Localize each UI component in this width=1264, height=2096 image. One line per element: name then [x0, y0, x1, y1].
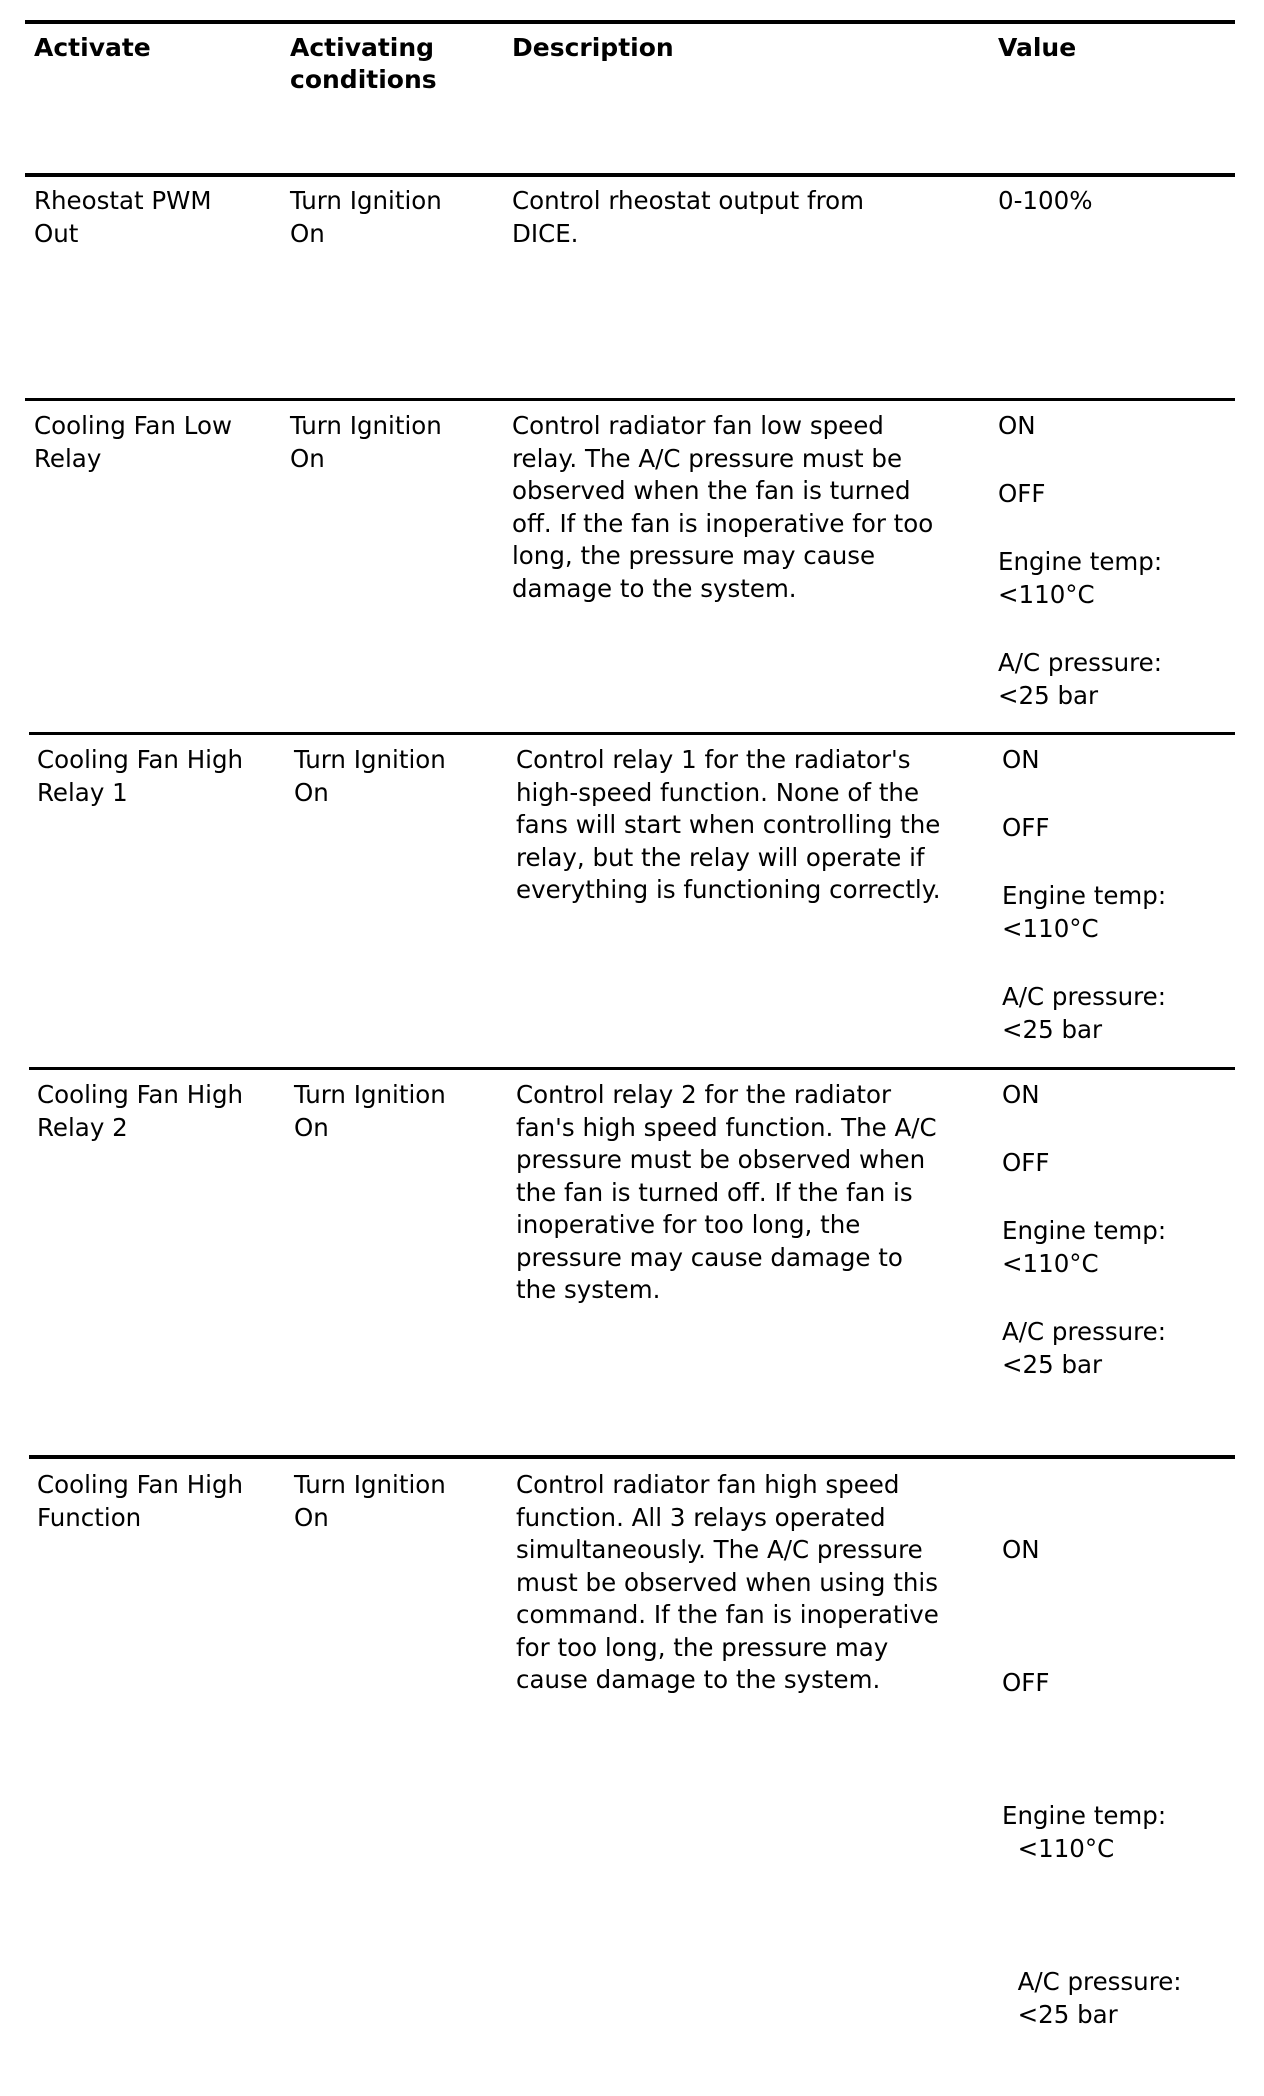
cell-description: Control relay 1 for the radiator's high-speed function. None of the fans will start when controlling the relay, but the relay will operate if everything is functioning correctly.	[516, 745, 941, 904]
cell-value	[1002, 1469, 1182, 2096]
cell-conditions: Turn Ignition On	[290, 411, 442, 473]
cell-value	[1002, 1079, 1166, 1381]
header-activate: Activate	[34, 33, 151, 62]
cell-activate: Cooling Fan Low Relay	[34, 411, 232, 473]
row-divider	[29, 1455, 1235, 1459]
value-engine-temp: Engine temp: <110°C	[998, 547, 1163, 609]
cell-description: Control radiator fan high speed function. All 3 relays operated simultaneously. The A/C pressure must be observed when using this command. If the fan is inoperative for too long, the pressure may cause damage to the system.	[516, 1470, 939, 1694]
value-engine-temp: Engine temp: <110°C	[1002, 1216, 1167, 1278]
value-ac-pressure: A/C pressure: <25 bar	[1002, 1317, 1166, 1379]
value-off: OFF	[1002, 1148, 1050, 1177]
cell-activate: Rheostat PWM Out	[34, 186, 212, 248]
cell-value	[998, 185, 1092, 218]
cell-conditions: Turn Ignition On	[290, 186, 442, 248]
cell-description: Control relay 2 for the radiator fan's high speed function. The A/C pressure must be observed when the fan is turned off. If the fan is inoperative for too long, the pressure may cause damage to the system.	[516, 1080, 937, 1304]
cell-description: Control rheostat output from DICE.	[512, 186, 864, 248]
value-on: ON	[1002, 745, 1040, 774]
cell-conditions: Turn Ignition On	[294, 1080, 446, 1142]
value-engine-temp: Engine temp: <110°C	[1002, 881, 1167, 943]
row-divider	[29, 1067, 1235, 1070]
header-activating-conditions: Activating conditions	[290, 33, 437, 94]
value-off: OFF	[1002, 1668, 1050, 1697]
value-range: 0-100%	[998, 186, 1093, 215]
cell-value	[1002, 744, 1166, 1046]
cell-conditions: Turn Ignition On	[294, 745, 446, 807]
value-on: ON	[1002, 1080, 1040, 1109]
value-engine-temp: Engine temp: <110°C	[1002, 1801, 1167, 1863]
value-ac-pressure: A/C pressure: <25 bar	[998, 648, 1162, 710]
row-divider	[25, 398, 1235, 401]
value-ac-pressure: A/C pressure: <25 bar	[1017, 1967, 1182, 2029]
value-on: ON	[998, 411, 1036, 440]
cell-activate: Cooling Fan High Relay 1	[37, 745, 244, 807]
cell-activate: Cooling Fan High Function	[37, 1470, 244, 1532]
cell-conditions: Turn Ignition On	[294, 1470, 446, 1532]
header-bottom-rule	[25, 173, 1235, 177]
cell-description: Control radiator fan low speed relay. The A/C pressure must be observed when the fan is turned off. If the fan is inoperative for too long, the pressure may cause damage to the system.	[512, 411, 934, 603]
cell-value	[998, 410, 1162, 712]
value-off: OFF	[998, 479, 1046, 508]
row-divider	[29, 732, 1235, 735]
cell-activate: Cooling Fan High Relay 2	[37, 1080, 244, 1142]
value-ac-pressure: A/C pressure: <25 bar	[1002, 982, 1166, 1044]
value-on: ON	[1002, 1535, 1040, 1564]
header-value: Value	[998, 33, 1077, 62]
table-top-rule	[25, 20, 1235, 24]
header-description: Description	[512, 33, 674, 62]
value-off: OFF	[1002, 813, 1050, 842]
